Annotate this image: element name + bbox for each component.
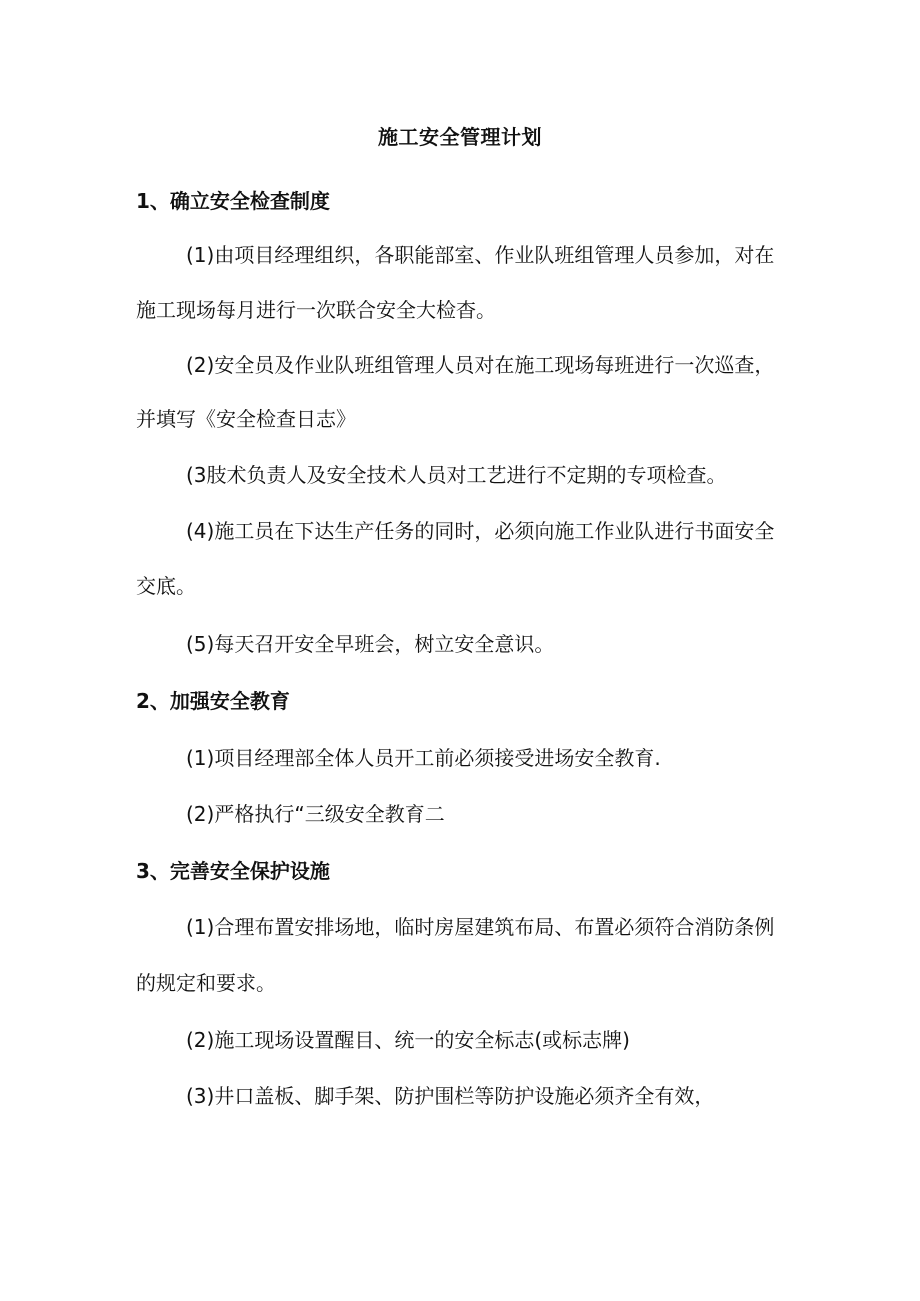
section-heading-3: 3、完善安全保护设施 <box>136 859 330 883</box>
paragraph-line: (1)项目经理部全体人员开工前必须接受进场安全教育. <box>186 746 661 770</box>
section-heading-2: 2、加强安全教育 <box>136 689 290 713</box>
section-heading-1: 1、确立安全检查制度 <box>136 189 330 213</box>
paragraph-line: 的规定和要求。 <box>136 971 276 995</box>
paragraph-line: (1)合理布置安排场地，临时房屋建筑布局、布置必须符合消防条例 <box>186 915 775 939</box>
paragraph-line: (3)井口盖板、脚手架、防护围栏等防护设施必须齐全有效， <box>186 1084 715 1108</box>
paragraph-line: (4)施工员在下达生产任务的同时，必须向施工作业队进行书面安全 <box>186 519 775 543</box>
paragraph-line: (1)由项目经理组织，各职能部室、作业队班组管理人员参加，对在 <box>186 243 775 267</box>
paragraph-line: 施工现场每月进行一次联合安全大检杳。 <box>136 298 496 322</box>
paragraph-line: (2)施工现场设置醒目、统一的安全标志(或标志牌) <box>186 1028 630 1052</box>
paragraph-line: 交底。 <box>136 574 196 598</box>
page-title: 施工安全管理计划 <box>378 125 542 149</box>
paragraph-line: (5)每天召开安全早班会，树立安全意识。 <box>186 632 555 656</box>
paragraph-line: (3肢术负责人及安全技术人员对工艺进行不定期的专项检查。 <box>186 463 727 487</box>
paragraph-line: 并填写《安全检查日志》 <box>136 407 356 431</box>
paragraph-line: (2)安全员及作业队班组管理人员对在施工现场每班进行一次巡查， <box>186 353 775 377</box>
paragraph-line: (2)严格执行“三级安全教育二 <box>186 802 445 826</box>
